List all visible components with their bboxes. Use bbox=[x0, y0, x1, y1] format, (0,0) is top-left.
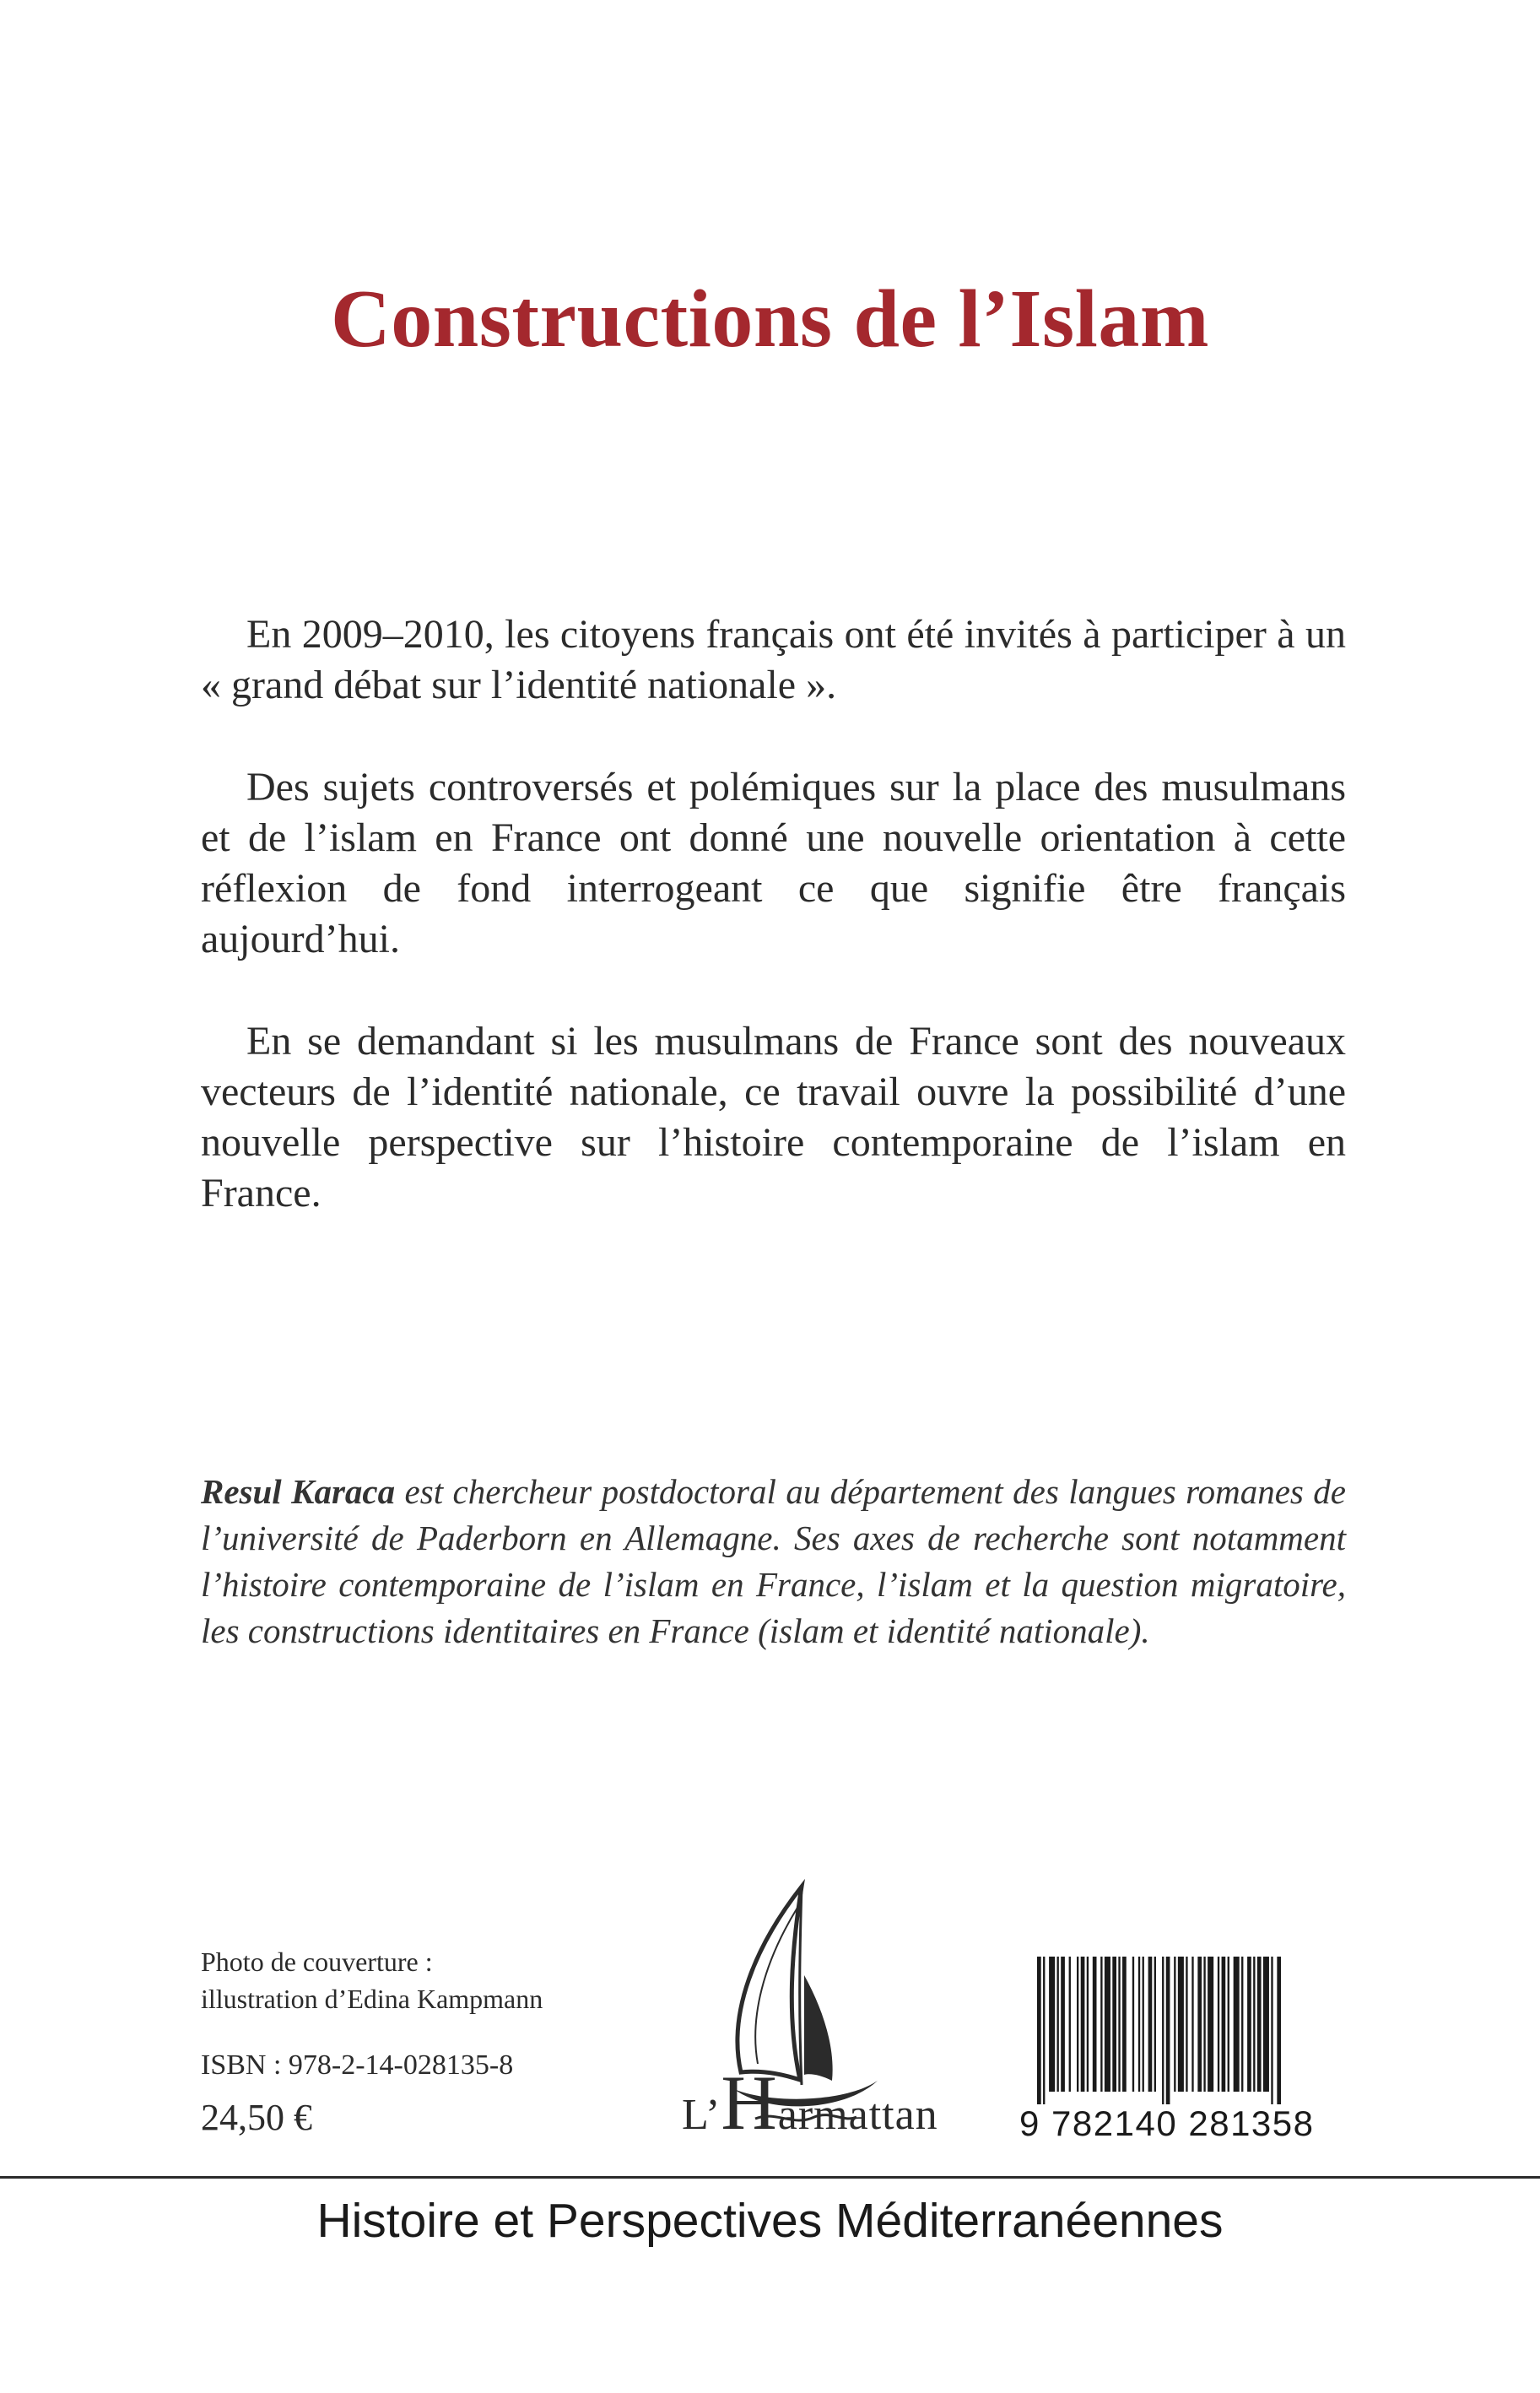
book-title: Constructions de l’Islam bbox=[330, 273, 1210, 365]
price: 24,50 € bbox=[201, 2097, 312, 2138]
barcode-bar bbox=[1203, 1957, 1205, 2092]
barcode-bar bbox=[1081, 1957, 1085, 2092]
barcode-bar bbox=[1253, 1957, 1255, 2092]
barcode-bar bbox=[1186, 1957, 1187, 2092]
barcode-bar bbox=[1241, 1957, 1243, 2092]
barcode-bar bbox=[1077, 1957, 1078, 2092]
cover-credits bbox=[201, 1943, 543, 2017]
blurb bbox=[201, 609, 1346, 1270]
barcode-bar bbox=[1061, 1957, 1065, 2092]
barcode-bar bbox=[1087, 1957, 1089, 2092]
barcode-bar bbox=[1143, 1957, 1144, 2092]
barcode-bar bbox=[1178, 1957, 1184, 2092]
barcode-bar bbox=[1208, 1957, 1213, 2092]
barcode-bar bbox=[1277, 1957, 1281, 2104]
barcode-bar bbox=[1174, 1957, 1175, 2092]
barcode-bar bbox=[1100, 1957, 1102, 2092]
barcode-bar bbox=[1138, 1957, 1140, 2092]
barcode-bar bbox=[1228, 1957, 1229, 2092]
blurb-paragraph: En 2009–2010, les citoyens français ont été invités à participer à un « grand débat sur l’identité nationale ». bbox=[201, 612, 1346, 707]
barcode-bar bbox=[1118, 1957, 1120, 2092]
barcode-bar bbox=[1043, 1957, 1045, 2104]
barcode-bar bbox=[1132, 1957, 1134, 2092]
publisher-rest: armattan bbox=[777, 2091, 938, 2139]
author-bio-text: est chercheur postdoctoral au département des langues romanes de l’université de Paderborn en Allemagne. Ses axes de recherche sont notamment l’histoire contemporaine de l’islam en France, l’islam et la question migratoire, les constructions identitaires en France (islam et identité nationale). bbox=[201, 1472, 1346, 1650]
barcode-bar bbox=[1271, 1957, 1273, 2104]
barcode-bar bbox=[1166, 1957, 1170, 2104]
publisher-prefix: L’ bbox=[682, 2091, 721, 2139]
barcode-bar bbox=[1057, 1957, 1059, 2092]
barcode-bar bbox=[1122, 1957, 1127, 2092]
barcode-bar bbox=[1197, 1957, 1202, 2092]
author-bio bbox=[201, 1469, 1346, 1654]
barcode-bar bbox=[1247, 1957, 1251, 2092]
barcode-bar bbox=[1148, 1957, 1153, 2092]
barcode-bar bbox=[1257, 1957, 1262, 2092]
barcode-digits: 9 782140 281358 bbox=[1019, 2103, 1315, 2143]
blurb-paragraph: En se demandant si les musulmans de France sont des nouveaux vecteurs de l’identité nationale, ce travail ouvre la possibilité d’une nouvelle perspective sur l’histoire contemporaine de l’islam en France. bbox=[201, 1019, 1346, 1215]
series-title: Histoire et Perspectives Méditerranéennes bbox=[316, 2194, 1224, 2248]
barcode-bar bbox=[1069, 1957, 1071, 2092]
publisher-logo bbox=[682, 2060, 938, 2146]
isbn: ISBN : 978-2-14-028135-8 bbox=[201, 2049, 514, 2081]
author-name: Resul Karaca bbox=[201, 1472, 396, 1511]
barcode-bar bbox=[1191, 1957, 1193, 2092]
isbn-barcode bbox=[1034, 1957, 1367, 2104]
barcode-bar bbox=[1112, 1957, 1116, 2092]
barcode-bar bbox=[1162, 1957, 1164, 2104]
divider bbox=[0, 2176, 1540, 2179]
barcode-bar bbox=[1234, 1957, 1240, 2092]
barcode-bar bbox=[1222, 1957, 1226, 2092]
barcode-bar bbox=[1093, 1957, 1097, 2092]
barcode-bar bbox=[1105, 1957, 1110, 2092]
barcode-bar bbox=[1218, 1957, 1219, 2092]
cover-credit-label: Photo de couverture : bbox=[201, 1946, 433, 1977]
blurb-paragraph: Des sujets controversés et polémiques sur la place des musulmans et de l’islam en France ont donné une nouvelle orientation à cette réflexion de fond interrogeant ce que signifie être français aujourd’hui. bbox=[201, 765, 1346, 961]
publisher-initial: H bbox=[721, 2060, 778, 2146]
barcode-bar bbox=[1037, 1957, 1041, 2104]
barcode-bar bbox=[1263, 1957, 1269, 2092]
barcode-bar bbox=[1049, 1957, 1055, 2092]
barcode-bar bbox=[1154, 1957, 1156, 2092]
cover-credit-name: illustration d’Edina Kampmann bbox=[201, 1984, 543, 2014]
